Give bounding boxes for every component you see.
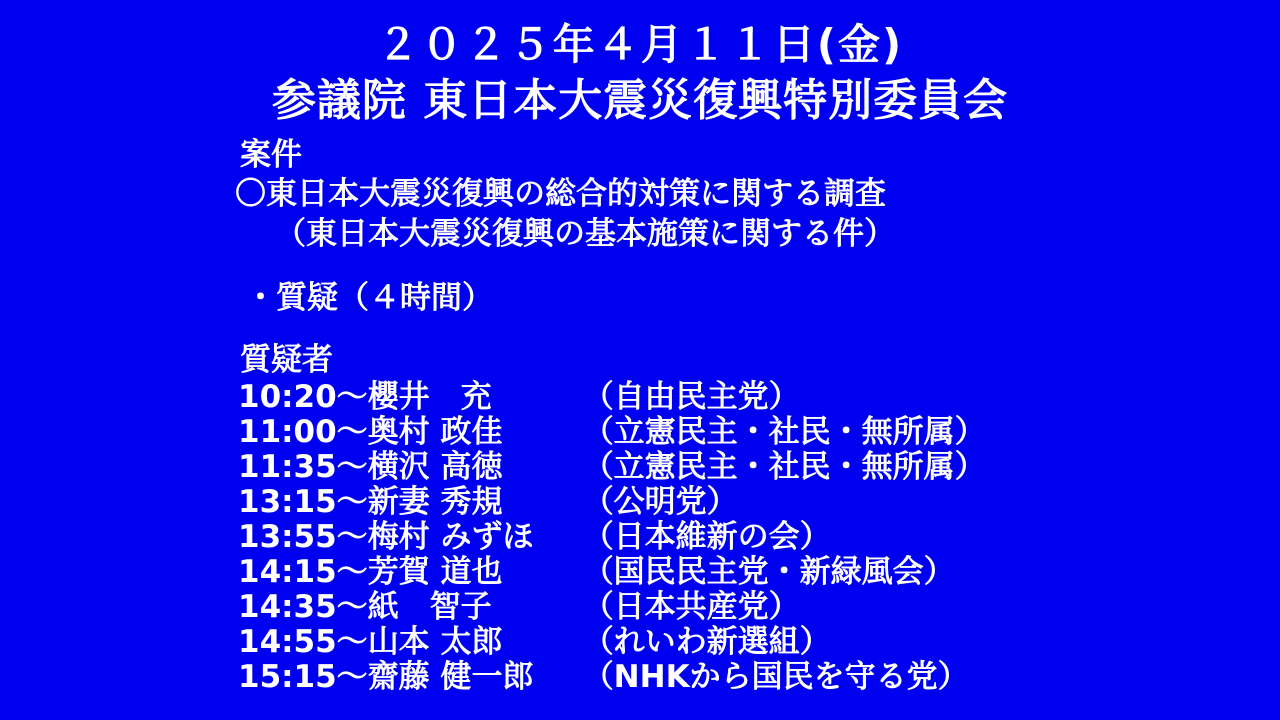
speaker-row: [238, 520, 1280, 555]
speaker-row: [238, 450, 1280, 485]
question-time: ・質疑（４時間）: [245, 280, 493, 316]
speaker-time: 11:00〜: [238, 414, 368, 450]
speaker-name: 梅村 みずほ: [367, 519, 534, 555]
speaker-row: [238, 660, 1280, 695]
agenda-sub-item: （東日本大震災復興の基本施策に関する件）: [275, 216, 895, 252]
header-block: [0, 0, 1280, 130]
speaker-row: [238, 555, 1280, 590]
committee-name: 参議院 東日本大震災復興特別委員会: [271, 75, 1009, 126]
agenda-block: [0, 136, 1280, 695]
speaker-time: 11:35〜: [238, 449, 368, 485]
speaker-name: 紙 智子: [367, 589, 492, 625]
speaker-name: 櫻井 充: [367, 379, 492, 415]
speaker-time: 13:55〜: [238, 519, 368, 555]
speaker-time: 15:15〜: [238, 659, 368, 695]
speaker-party: （立憲民主・社民・無所属）: [582, 414, 986, 450]
speaker-row: [238, 380, 1280, 415]
spacer: [240, 254, 1280, 278]
speaker-party: （立憲民主・社民・無所属）: [582, 449, 986, 485]
speaker-time: 14:15〜: [238, 554, 368, 590]
agenda-label: 案件: [240, 137, 302, 173]
speaker-name: 奥村 政佳: [367, 414, 503, 450]
speaker-party: （自由民主党）: [582, 379, 800, 415]
agenda-item: 〇東日本大震災復興の総合的対策に関する調査: [235, 176, 886, 212]
session-date: ２０２５年４月１１日(金): [376, 20, 904, 69]
speaker-party: （日本維新の会）: [582, 519, 831, 555]
speaker-time: 14:55〜: [238, 624, 368, 660]
speaker-name: 横沢 高徳: [367, 449, 503, 485]
speaker-row: [238, 590, 1280, 625]
speaker-row: [238, 415, 1280, 450]
speaker-time: 14:35〜: [238, 589, 368, 625]
speaker-time: 10:20〜: [238, 379, 368, 415]
speakers-label: 質疑者: [240, 342, 333, 378]
speaker-party: （公明党）: [582, 484, 738, 520]
speaker-row: [238, 625, 1280, 660]
speaker-row: [238, 485, 1280, 520]
speaker-name: 芳賀 道也: [367, 554, 503, 590]
speaker-time: 13:15〜: [238, 484, 368, 520]
speaker-name: 齋藤 健一郎: [367, 659, 534, 695]
speaker-party: （国民民主党・新緑風会）: [582, 554, 955, 590]
speaker-party: （日本共産党）: [582, 589, 800, 625]
speakers-list: [240, 380, 1280, 695]
speaker-party: （れいわ新選組）: [582, 624, 831, 660]
speaker-name: 山本 太郎: [367, 624, 503, 660]
speaker-name: 新妻 秀規: [367, 484, 503, 520]
speaker-party: （NHKから国民を守る党）: [582, 659, 969, 695]
